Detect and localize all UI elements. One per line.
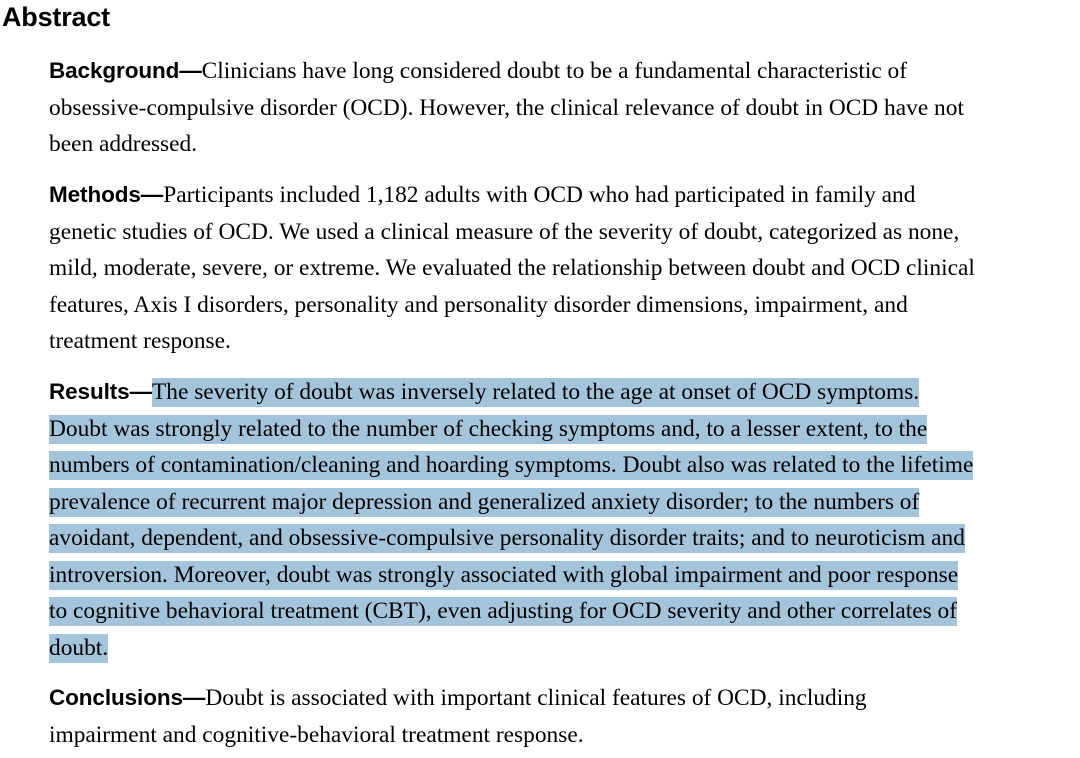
results-line-4 [49,484,1079,521]
results-section [49,374,1079,666]
background-text: Clinicians have long considered doubt to be a fundamental characteristic of [201,58,908,84]
results-selected-text[interactable]: The severity of doubt was inversely related to the age at onset of OCD symptoms. [151,379,920,405]
conclusions-label: Conclusions— [49,685,206,710]
results-selected-text[interactable]: to cognitive behavioral treatment (CBT), even adjusting for OCD severity and other correlates of [49,598,958,624]
results-selected-text[interactable]: introversion. Moreover, doubt was strongly associated with global impairment and poor response [49,561,959,588]
methods-label: Methods— [49,182,164,207]
results-line-2 [49,411,1079,448]
methods-line-1 [49,177,1079,214]
results-label: Results— [49,379,152,404]
background-label: Background— [49,58,202,83]
methods-line-3: mild, moderate, severe, or extreme. We evaluated the relationship between doubt and OCD clinical [49,255,975,281]
conclusions-section [49,680,1079,753]
methods-line-2: genetic studies of OCD. We used a clinical measure of the severity of doubt, categorized as none, [49,218,960,245]
results-line-6 [49,557,1079,594]
background-line-2: obsessive-compulsive disorder (OCD). However, the clinical relevance of doubt in OCD have not [49,94,964,121]
results-line-3 [49,447,1079,484]
methods-line-5: treatment response. [49,328,231,354]
results-line-5 [49,520,1079,557]
background-line-3: been addressed. [49,131,198,157]
methods-line-4: features, Axis I disorders, personality and personality disorder dimensions, impairment, and [49,291,908,318]
methods-section [49,177,1079,360]
conclusions-text: Doubt is associated with important clinical features of OCD, including [205,685,867,711]
results-selected-text[interactable]: Doubt was strongly related to the number of checking symptoms and, to a lesser extent, to the [49,415,928,442]
results-line-8 [49,630,1079,667]
results-selected-text[interactable]: doubt. [49,634,109,661]
abstract-heading: Abstract [2,2,110,32]
results-line-7 [49,593,1079,630]
results-selected-text[interactable]: prevalence of recurrent major depression and generalized anxiety disorder; to the numbers of [49,488,920,515]
results-selected-text[interactable]: avoidant, dependent, and obsessive-compulsive personality disorder traits; and to neuroticism and [49,525,965,551]
conclusions-line-2: impairment and cognitive-behavioral treatment response. [49,721,584,748]
background-section [49,53,1079,163]
background-line-1 [49,53,1079,90]
conclusions-line-1 [49,680,1079,717]
results-line-1 [49,374,1079,411]
methods-text: Participants included 1,182 adults with OCD who had participated in family and [163,182,916,208]
results-selected-text[interactable]: numbers of contamination/cleaning and hoarding symptoms. Doubt also was related to the lifetime [49,452,974,478]
